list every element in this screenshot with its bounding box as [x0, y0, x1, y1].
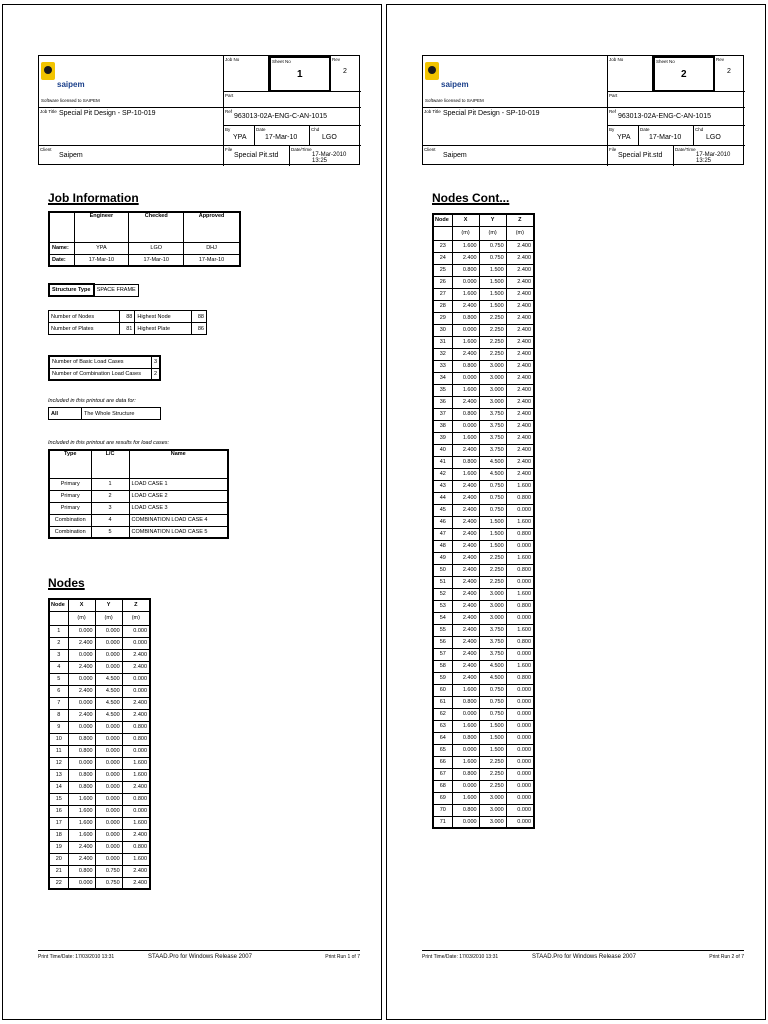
company-logo-text: saipem: [441, 80, 469, 89]
included-data-table: All The Whole Structure: [48, 407, 161, 420]
job-title: Special Pit Design - SP-10-019: [59, 110, 156, 117]
footer-rule: [422, 950, 744, 951]
part-cell: Part: [608, 92, 745, 108]
node-row: 35 1.600 3.000 2.400: [433, 384, 534, 396]
node-row: 30 0.000 2.250 2.400: [433, 324, 534, 336]
title-block: [422, 55, 744, 165]
node-row: 7 0.000 4.500 2.400: [49, 697, 150, 709]
node-row: 21 0.800 0.750 2.400: [49, 865, 150, 877]
sheet-number: 2: [681, 69, 687, 80]
node-row: 31 1.600 2.250 2.400: [433, 336, 534, 348]
node-row: 19 2.400 0.000 0.800: [49, 841, 150, 853]
sheet-no-cell: Sheet No 1: [269, 56, 331, 92]
load-cases-table: Type L/C Name Primary 1 LOAD CASE 1 Primary 2 LOAD CASE 2 Primary 3 LOAD CASE 3 Combination 4 COMBINATION LOAD CASE 4 Combination 5 COMBINATION LOAD CASE 5: [48, 449, 229, 539]
ref-value: 963013-02A-ENG-C-AN-1015: [234, 113, 327, 120]
node-row: 16 1.600 0.000 0.000: [49, 805, 150, 817]
node-row: 70 0.800 3.000 0.000: [433, 804, 534, 816]
sheet-number: 1: [297, 69, 303, 80]
node-row: 34 0.000 3.000 2.400: [433, 372, 534, 384]
node-row: 5 0.000 4.500 0.000: [49, 673, 150, 685]
node-row: 62 0.000 0.750 0.000: [433, 708, 534, 720]
load-case-row: Combination 5 COMBINATION LOAD CASE 5: [49, 526, 228, 538]
node-row: 20 2.400 0.000 1.600: [49, 853, 150, 865]
sheet-page-1: [2, 4, 382, 1020]
node-row: 69 1.600 3.000 0.000: [433, 792, 534, 804]
job-title: Special Pit Design - SP-10-019: [443, 110, 540, 117]
ref-cell: Ref 963013-02A-ENG-C-AN-1015: [224, 108, 361, 126]
node-row: 8 2.400 4.500 2.400: [49, 709, 150, 721]
node-row: 36 2.400 3.000 2.400: [433, 396, 534, 408]
node-row: 45 2.400 0.750 0.000: [433, 504, 534, 516]
included-results-note: Included in this printout are results for load cases:: [48, 440, 170, 446]
licence-text: Software licensed to SAIPEM: [41, 98, 100, 103]
node-row: 43 2.400 0.750 1.600: [433, 480, 534, 492]
footer-rule: [38, 950, 360, 951]
load-case-row: Primary 1 LOAD CASE 1: [49, 478, 228, 490]
node-row: 18 1.600 0.000 2.400: [49, 829, 150, 841]
part-cell: Part: [224, 92, 361, 108]
licence-text: Software licensed to SAIPEM: [425, 98, 484, 103]
sheet-page-2: [386, 4, 766, 1020]
datetime-cell: Date/Time 17-Mar-2010 13:25: [675, 147, 731, 164]
node-row: 27 1.600 1.500 2.400: [433, 288, 534, 300]
node-row: 64 0.800 1.500 0.000: [433, 732, 534, 744]
company-logo-text: saipem: [57, 80, 85, 89]
node-row: 6 2.400 4.500 0.000: [49, 685, 150, 697]
node-row: 57 2.400 3.750 0.000: [433, 648, 534, 660]
node-row: 55 2.400 3.750 1.600: [433, 624, 534, 636]
node-row: 48 2.400 1.500 0.000: [433, 540, 534, 552]
node-row: 46 2.400 1.500 1.600: [433, 516, 534, 528]
node-row: 28 2.400 1.500 2.400: [433, 300, 534, 312]
node-row: 10 0.800 0.000 0.800: [49, 733, 150, 745]
node-row: 51 2.400 2.250 0.000: [433, 576, 534, 588]
node-row: 59 2.400 4.500 0.800: [433, 672, 534, 684]
chd-cell: Chd LGO: [694, 126, 745, 146]
node-row: 13 0.800 0.000 1.600: [49, 769, 150, 781]
job-title-cell: Job Title Special Pit Design - SP-10-019: [39, 108, 224, 146]
node-row: 60 1.600 0.750 0.000: [433, 684, 534, 696]
node-row: 61 0.800 0.750 0.000: [433, 696, 534, 708]
nodes-table-page-1: Node X Y Z (m) (m) (m) 1 0.000 0.000 0.000 2 2.400 0.000 0.000 3 0.000 0.000 2.400 4 2.400 0.000 2.400 5 0.000 4.500 0.000 6 2.400 4.500 0.000 7 0.000 4.500 2.400 8 2.400 4.500 2.400 9 0.000 0.000 0.800 10 0.800 0.000 0.800 11 0.800 0.000 0.000 12 0.000 0.000 1.600 13 0.800 0.000 1.600 14 0.800 0.000 2.400 15 1.600 0.000 0.800 16 1.600 0.000 0.000 17 1.600 0.000 1.600 18 1.600 0.000 2.400 19 2.400 0.000 0.800 20 2.400 0.000 1.600 21 0.800 0.750 2.400 22 0.000 0.750 2.400: [48, 598, 151, 890]
chd-cell: Chd LGO: [310, 126, 361, 146]
node-row: 11 0.800 0.000 0.000: [49, 745, 150, 757]
datetime-cell: Date/Time 17-Mar-2010 13:25: [291, 147, 347, 164]
node-row: 66 1.600 2.250 0.000: [433, 756, 534, 768]
node-row: 25 0.800 1.500 2.400: [433, 264, 534, 276]
software-name: STAAD.Pro for Windows Release 2007: [148, 954, 252, 960]
load-case-row: Primary 3 LOAD CASE 3: [49, 502, 228, 514]
node-row: 2 2.400 0.000 0.000: [49, 637, 150, 649]
node-row: 71 0.000 3.000 0.000: [433, 816, 534, 828]
by-cell: By YPA: [224, 126, 255, 146]
load-case-row: Primary 2 LOAD CASE 2: [49, 490, 228, 502]
logo-cell: [39, 56, 224, 108]
included-data-note: Included in this printout are data for:: [48, 398, 136, 404]
node-row: 53 2.400 3.000 0.800: [433, 600, 534, 612]
logo-cell: [423, 56, 608, 108]
ref-value: 963013-02A-ENG-C-AN-1015: [618, 113, 711, 120]
node-row: 29 0.800 2.250 2.400: [433, 312, 534, 324]
node-row: 32 2.400 2.250 2.400: [433, 348, 534, 360]
company-logo-icon: [41, 62, 55, 80]
node-row: 65 0.000 1.500 0.000: [433, 744, 534, 756]
node-row: 37 0.800 3.750 2.400: [433, 408, 534, 420]
node-row: 22 0.000 0.750 2.400: [49, 877, 150, 889]
nodes-table-page-2: Node X Y Z (m) (m) (m) 23 1.600 0.750 2.400 24 2.400 0.750 2.400 25 0.800 1.500 2.400 26 0.000 1.500 2.400 27 1.600 1.500 2.400 28 2.400 1.500 2.400 29 0.800 2.250 2.400 30 0.000 2.250 2.400 31 1.600 2.250 2.400 32 2.400 2.250 2.400 33 0.800 3.000 2.400 34 0.000 3.000 2.400 35 1.600 3.000 2.400 36 2.400 3.000 2.400 37 0.800 3.750 2.400 38 0.000 3.750 2.400 39 1.600 3.750 2.400 40 2.400 3.750 2.400 41 0.800 4.500 2.400 42 1.600 4.500 2.400 43 2.400 0.750 1.600 44 2.400 0.750 0.800 45 2.400 0.750 0.000 46 2.400 1.500 1.600 47 2.400 1.500 0.800 48 2.400 1.500 0.000 49 2.400 2.250 1.600 50 2.400 2.250 0.800 51 2.400 2.250 0.000 52 2.400 3.000 1.600 53 2.400 3.000 0.800 54 2.400 3.000 0.000 55 2.400 3.750 1.600 56 2.400 3.750 0.800 57 2.400 3.750 0.000 58 2.400 4.500 1.600 59 2.400 4.500 0.800 60 1.600 0.750 0.000 61 0.800 0.750 0.000 62 0.000 0.750 0.000 63 1.600 1.500 0.000 64 0.800 1.500 0.000 65 0.000 1.500 0.000 66 1.600 2.250 0.000 67 0.800 2.250 0.000 68 0.000 2.250 0.000 69 1.600 3.000 0.000 70 0.800 3.000 0.000 71 0.000 3.000 0.000: [432, 213, 535, 829]
node-row: 54 2.400 3.000 0.000: [433, 612, 534, 624]
print-time: Print Time/Date: 17/03/2010 13:31: [38, 954, 115, 960]
load-case-row: Combination 4 COMBINATION LOAD CASE 4: [49, 514, 228, 526]
node-row: 58 2.400 4.500 1.600: [433, 660, 534, 672]
node-row: 63 1.600 1.500 0.000: [433, 720, 534, 732]
file-cell: File Special Pit.std: [224, 146, 290, 166]
by-cell: By YPA: [608, 126, 639, 146]
date-cell: Date 17-Mar-10: [255, 126, 310, 146]
job-info-table: Engineer Checked Approved Name: YPA LGO DHJ Date: 17-Mar-10 17-Mar-10 17-Mar-10: [48, 211, 241, 267]
title-block: [38, 55, 360, 165]
nodes-title: Nodes: [48, 576, 85, 590]
software-name: STAAD.Pro for Windows Release 2007: [532, 954, 636, 960]
print-run: Print Run 1 of 7: [325, 954, 360, 960]
node-row: 9 0.000 0.000 0.800: [49, 721, 150, 733]
client-cell: Client Saipem: [39, 146, 224, 166]
file-cell: File Special Pit.std: [608, 146, 674, 166]
date-cell: Date 17-Mar-10: [639, 126, 694, 146]
node-row: 50 2.400 2.250 0.800: [433, 564, 534, 576]
node-row: 3 0.000 0.000 2.400: [49, 649, 150, 661]
job-information-title: Job Information: [48, 191, 139, 205]
node-row: 33 0.800 3.000 2.400: [433, 360, 534, 372]
print-time: Print Time/Date: 17/03/2010 13:31: [422, 954, 499, 960]
node-row: 1 0.000 0.000 0.000: [49, 625, 150, 637]
job-no-cell: Job No: [224, 56, 269, 92]
node-row: 17 1.600 0.000 1.600: [49, 817, 150, 829]
job-title-cell: Job Title Special Pit Design - SP-10-019: [423, 108, 608, 146]
node-row: 42 1.600 4.500 2.400: [433, 468, 534, 480]
ref-cell: Ref 963013-02A-ENG-C-AN-1015: [608, 108, 745, 126]
rev-cell: Rev 2: [331, 56, 361, 92]
client-cell: Client Saipem: [423, 146, 608, 166]
node-row: 56 2.400 3.750 0.800: [433, 636, 534, 648]
load-count-table: Number of Basic Load Cases 3 Number of Combination Load Cases 2: [48, 355, 161, 381]
print-run: Print Run 2 of 7: [709, 954, 744, 960]
node-row: 40 2.400 3.750 2.400: [433, 444, 534, 456]
node-row: 39 1.600 3.750 2.400: [433, 432, 534, 444]
node-row: 68 0.000 2.250 0.000: [433, 780, 534, 792]
node-row: 24 2.400 0.750 2.400: [433, 252, 534, 264]
node-row: 49 2.400 2.250 1.600: [433, 552, 534, 564]
node-row: 52 2.400 3.000 1.600: [433, 588, 534, 600]
rev-value: 2: [727, 68, 731, 75]
company-logo-icon: [425, 62, 439, 80]
nodes-cont-title: Nodes Cont...: [432, 191, 510, 205]
node-row: 38 0.000 3.750 2.400: [433, 420, 534, 432]
rev-cell: Rev 2: [715, 56, 745, 92]
node-row: 14 0.800 0.000 2.400: [49, 781, 150, 793]
node-row: 67 0.800 2.250 0.000: [433, 768, 534, 780]
node-row: 12 0.000 0.000 1.600: [49, 757, 150, 769]
node-row: 41 0.800 4.500 2.400: [433, 456, 534, 468]
node-row: 26 0.000 1.500 2.400: [433, 276, 534, 288]
node-row: 23 1.600 0.750 2.400: [433, 240, 534, 252]
structure-type-table: Structure Type SPACE FRAME: [48, 283, 139, 297]
rev-value: 2: [343, 68, 347, 75]
node-row: 15 1.600 0.000 0.800: [49, 793, 150, 805]
job-no-cell: Job No: [608, 56, 653, 92]
node-row: 47 2.400 1.500 0.800: [433, 528, 534, 540]
sheet-no-cell: Sheet No 2: [653, 56, 715, 92]
node-row: 44 2.400 0.750 0.800: [433, 492, 534, 504]
node-row: 4 2.400 0.000 2.400: [49, 661, 150, 673]
counts-table: Number of Nodes 88 Highest Node 88 Number of Plates 81 Highest Plate 86: [48, 310, 207, 335]
